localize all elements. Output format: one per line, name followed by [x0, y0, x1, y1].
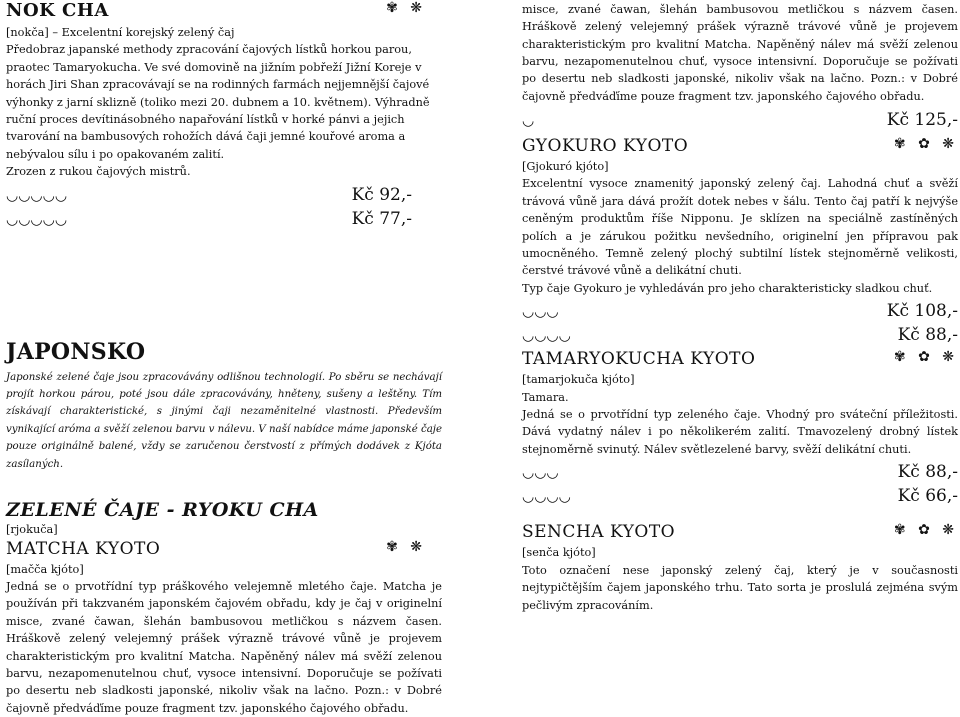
tamaryokucha-title: TAMARYOKUCHA KYOTO [522, 349, 756, 370]
nokcha-heading-row [6, 0, 442, 24]
japonsko-text: Japonské zelené čaje jsou zpracovávány odlišnou technologií. Po sběru se nechávají projít horkou párou, poté jsou dále zpracovávány, hněteny, sušeny a leštěny. Tím získávají charakteristické, s jinými čaji nezaměnitelné vlastnosti. Především vynikající aróma a svěží zelenou barvu v nálevu. V naší nabídce máme japonské čaje pouze originálně balené, vždy se zaručenou čerstvostí z přímých dodávek z Kjóta zasílaných. [6, 371, 442, 470]
sencha-heading-row [522, 522, 958, 544]
nokcha-note: Zrozen z rukou čajových mistrů. [6, 165, 191, 179]
tamaryokucha-price-2: Kč 66,- [897, 486, 958, 507]
sencha-icons: ✾ ✿ ❋ [893, 522, 958, 539]
matcha-text-start: Jedná se o prvotřídní typ práškového velejemně mletého čaje. Matcha je používán při takzvaném japonském čajovém obřadu, kdy je čaj v originelní misce, zvané čawan, šlehán bambusovou metličkou s názvem časen. Hráškově zelený velejemný prášek výrazně trávové vůně je projevem charakteristickým pro kvalitní Matcha. Napěněný nálev má svěží zelenou barvu, nezapomenutelnou chuť, vysoce intensivní. Doporučuje se požívati po desertu neb sladkosti japonské, nikoliv však na lačno. Pozn.: v Dobré čajovně předváďíme pouze fragment tzv. japonského čajového obřadu. [6, 579, 442, 715]
right-column [522, 0, 958, 614]
left-column [6, 0, 442, 715]
cups-icon: ◡◡◡◡ [522, 328, 571, 345]
matcha-reading: [maččа kjóto] [6, 562, 84, 576]
gyokuro-title: GYOKURO KYOTO [522, 136, 689, 156]
nokcha-text: Předobraz japanské methody zpracování čajových lístků horkou parou, praotec Tamaryokucha. Ve své domovině na jižním pobřeží Jižní Koreje v horách Jiri Shan zpracovávají se na rodinných farmách nejjemnější čajové výhonky z jarní sklizně (toliko mezi 20. dubnem a 10. květnem). Výhradně ruční proces devítinásobného napařování lístků v horké pánvi a jejich tvarování na bambusových rohožích dává čaji jemné kouřové aroma a nebývalou sílu i po opakovaném zalití. [6, 43, 430, 161]
tamaryokucha-price-1: Kč 88,- [897, 462, 958, 483]
sencha-title: SENCHA KYOTO [522, 522, 676, 543]
cups-icon: ◡◡◡◡ [522, 489, 571, 506]
matcha-text-continued: misce, zvané čawan, šlehán bambusovou metličkou s názvem časen. Hráškově zelený velejemný prášek výrazně trávové vůně je projevem charakteristickým pro kvalitní Matcha. Napěněný nálev má svěží zelenou barvu, nezapomenutelnou chuť, vysoce intensivní. Doporučuje se požívati po desertu neb sladkosti japonské, nikoliv však na lačno. Pozn.: v Dobré čajovně předváďíme pouze fragment tzv. japonského čajového obřadu. [522, 2, 958, 103]
matcha-icons: ✾ ❋ [386, 538, 426, 555]
matcha-price: Kč 125,- [886, 110, 958, 130]
nokcha-price-1: Kč 92,- [351, 184, 412, 205]
gyokuro-price-1: Kč 108,- [886, 301, 958, 322]
cup-icon: ◡ [522, 113, 535, 129]
tamaryokucha-text-1: Tamara. [522, 390, 569, 404]
nokcha-title: NOK CHA [6, 0, 109, 21]
ryokucha-title: ZELENÉ ČAJE - RYOKU CHA [6, 499, 319, 522]
cups-icon: ◡◡◡ [522, 304, 559, 321]
gyokuro-text: Excelentní vysoce znamenitý japonský zelený čaj. Lahodná chuť a svěží trávová vůně jara dává prožít dotek nebes v šálu. Tento čaj patří k nejvýše ceněným produktům říše Nipponu. Je sklízen na speciálně zastíněných polích a je zárukou požitku nevšedního, originelní jen přípravou pak umocněného. Temně zelený plochý subtilní lístek stejnoměrně velikosti, čerstvé trávové vůně a delikátní chuti. [522, 177, 958, 278]
gyokuro-note: Typ čaje Gyokuro je vyhledáván pro jeho charakteristicky sladkou chuť. [522, 281, 933, 295]
tamaryokucha-heading-row [522, 349, 958, 371]
nokcha-price-2: Kč 77,- [351, 208, 412, 229]
gyokuro-price-2: Kč 88,- [897, 325, 958, 346]
gyokuro-heading-row [522, 136, 958, 158]
nokcha-icons: ✾ ❋ [386, 0, 426, 16]
nokcha-reading: [nokča] – Excelentní korejský zelený čaj [6, 26, 235, 39]
matcha-price-row [522, 110, 958, 136]
matcha-title: MATCHA KYOTO [6, 538, 161, 559]
tamaryokucha-price-row-2 [522, 486, 958, 510]
cups-icon: ◡◡◡ [522, 465, 559, 482]
tamaryokucha-price-row-1 [522, 462, 958, 486]
tamaryokucha-reading: [tamarjokuča kjóto] [522, 373, 635, 387]
japonsko-title: JAPONSKO [6, 338, 146, 365]
nokcha-price-row-2 [6, 209, 442, 233]
cups-icon: ◡◡◡◡◡ [6, 211, 68, 228]
gyokuro-price-row-1 [522, 301, 958, 325]
sencha-reading: [senča kjóto] [522, 546, 596, 560]
tamaryokucha-icons: ✾ ✿ ❋ [893, 349, 958, 366]
gyokuro-icons: ✾ ✿ ❋ [893, 136, 958, 152]
matcha-heading-row [6, 539, 442, 561]
ryokucha-reading: [rjokuča] [6, 523, 58, 537]
gyokuro-reading: [Gjokuró kjóto] [522, 160, 609, 173]
gyokuro-price-row-2 [522, 325, 958, 349]
sencha-text: Toto označení nese japonský zelený čaj, který je v současnosti nejtypičtějším čajem japonského trhu. Tato sorta je proslulá zejména svým pečlivým zpracováním. [522, 563, 958, 612]
nokcha-price-row-1 [6, 185, 442, 209]
cups-icon: ◡◡◡◡◡ [6, 187, 68, 204]
tamaryokucha-text: Jedná se o prvotřídní typ zeleného čaje. Vhodný pro sváteční příležitosti. Dává vydatný nálev i po několikerém zalití. Tmavozelený drobný lístek stejnoměrně svinutý. Nálev světlezelené barvy, svěží delikátní chuti. [522, 408, 958, 456]
